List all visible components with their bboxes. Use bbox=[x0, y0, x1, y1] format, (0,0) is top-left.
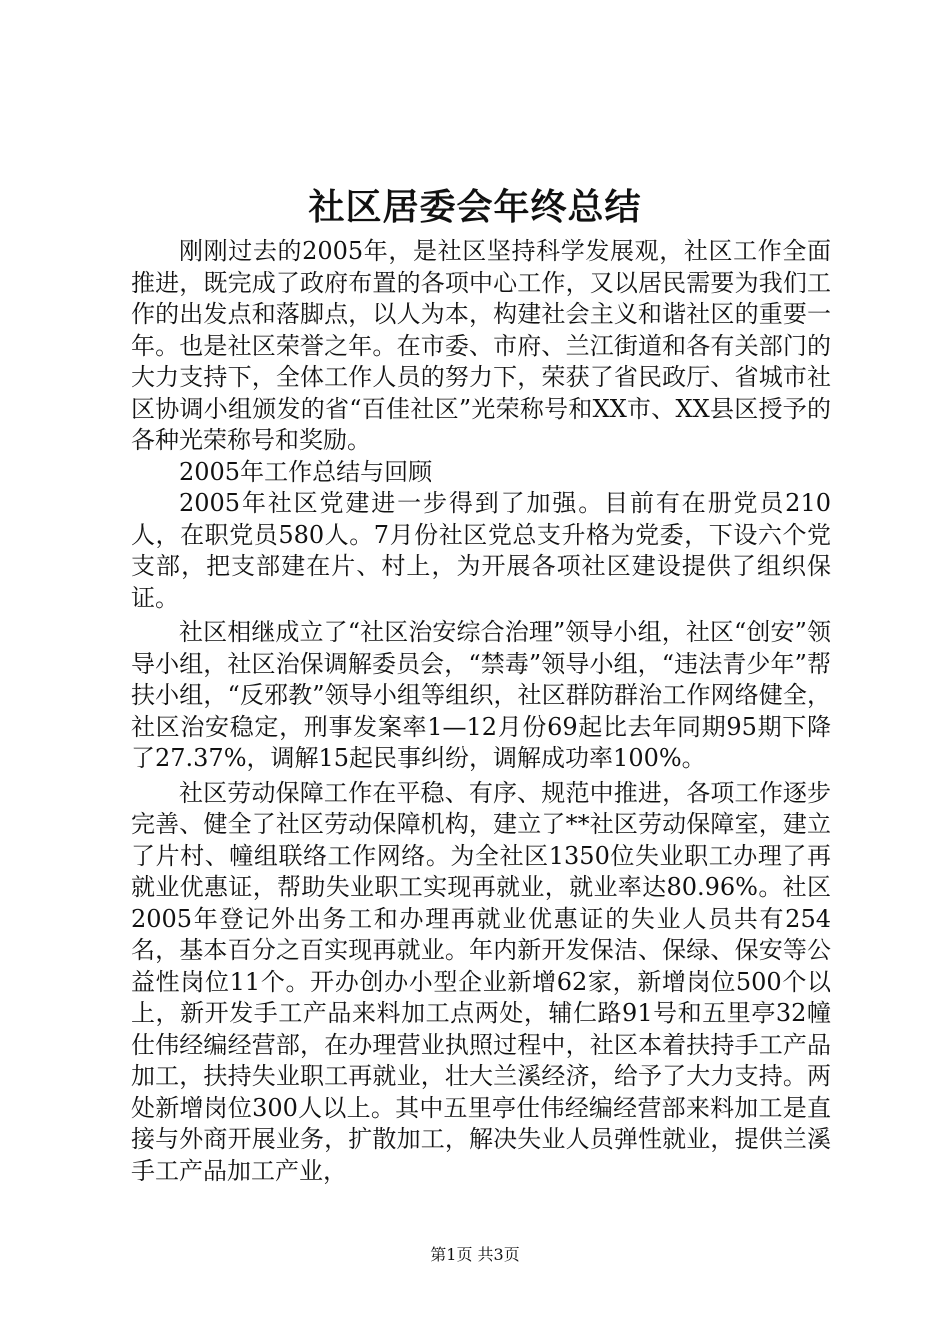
document-title: 社区居委会年终总结 bbox=[308, 186, 642, 228]
paragraph-party-building: 2005年社区党建进一步得到了加强。目前有在册党员210人，在职党员580人。7月份社区党总支升格为党委，下设六个党支部，把支部建在片、村上，为开展各项社区建设提供了组织保证。 bbox=[131, 489, 831, 612]
page-number-footer: 第1页 共3页 bbox=[430, 1245, 520, 1264]
paragraph-public-security: 社区相继成立了“社区治安综合治理”领导小组，社区“创安”领导小组，社区治保调解委员会，“禁毒”领导小组，“违法青少年”帮扶小组，“反邪教”领导小组等组织，社区群防群治工作网络健全，社区治安稳定，刑事发案率1—12月份69起比去年同期95期下降了27.37%，调解15起民事纠纷，调解成功率100%。 bbox=[131, 618, 831, 772]
paragraph-labor-security: 社区劳动保障工作在平稳、有序、规范中推进，各项工作逐步完善、健全了社区劳动保障机构，建立了**社区劳动保障室，建立了片村、幢组联络工作网络。为全社区1350位失业职工办理了再就业优惠证，帮助失业职工实现再就业，就业率达80.96%。社区2005年登记外出务工和办理再就业优惠证的失业人员共有254名，基本百分之百实现再就业。年内新开发保洁、保绿、保安等公益性岗位11个。开办创办小型企业新增62家，新增岗位500个以上，新开发手工产品来料加工点两处，辅仁路91号和五里亭32幢仕伟经编经营部，在办理营业执照过程中，社区本着扶持手工产品加工，扶持失业职工再就业，壮大兰溪经济，给予了大力支持。两处新增岗位300人以上。其中五里亭仕伟经编经营部来料加工是直接与外商开展业务，扩散加工，解决失业人员弹性就业，提供兰溪手工产品加工产业， bbox=[131, 778, 831, 1185]
paragraph-intro: 刚刚过去的2005年，是社区坚持科学发展观，社区工作全面推进，既完成了政府布置的各项中心工作，又以居民需要为我们工作的出发点和落脚点，以人为本，构建社会主义和谐社区的重要一年。也是社区荣誉之年。在市委、市府、兰江街道和各有关部门的大力支持下，全体工作人员的努力下，荣获了省民政厅、省城市社区协调小组颁发的省“百佳社区”光荣称号和XX市、XX县区授予的各种光荣称号和奖励。 bbox=[131, 237, 831, 454]
document-body bbox=[131, 236, 831, 1187]
section-heading: 2005年工作总结与回顾 bbox=[179, 457, 433, 486]
